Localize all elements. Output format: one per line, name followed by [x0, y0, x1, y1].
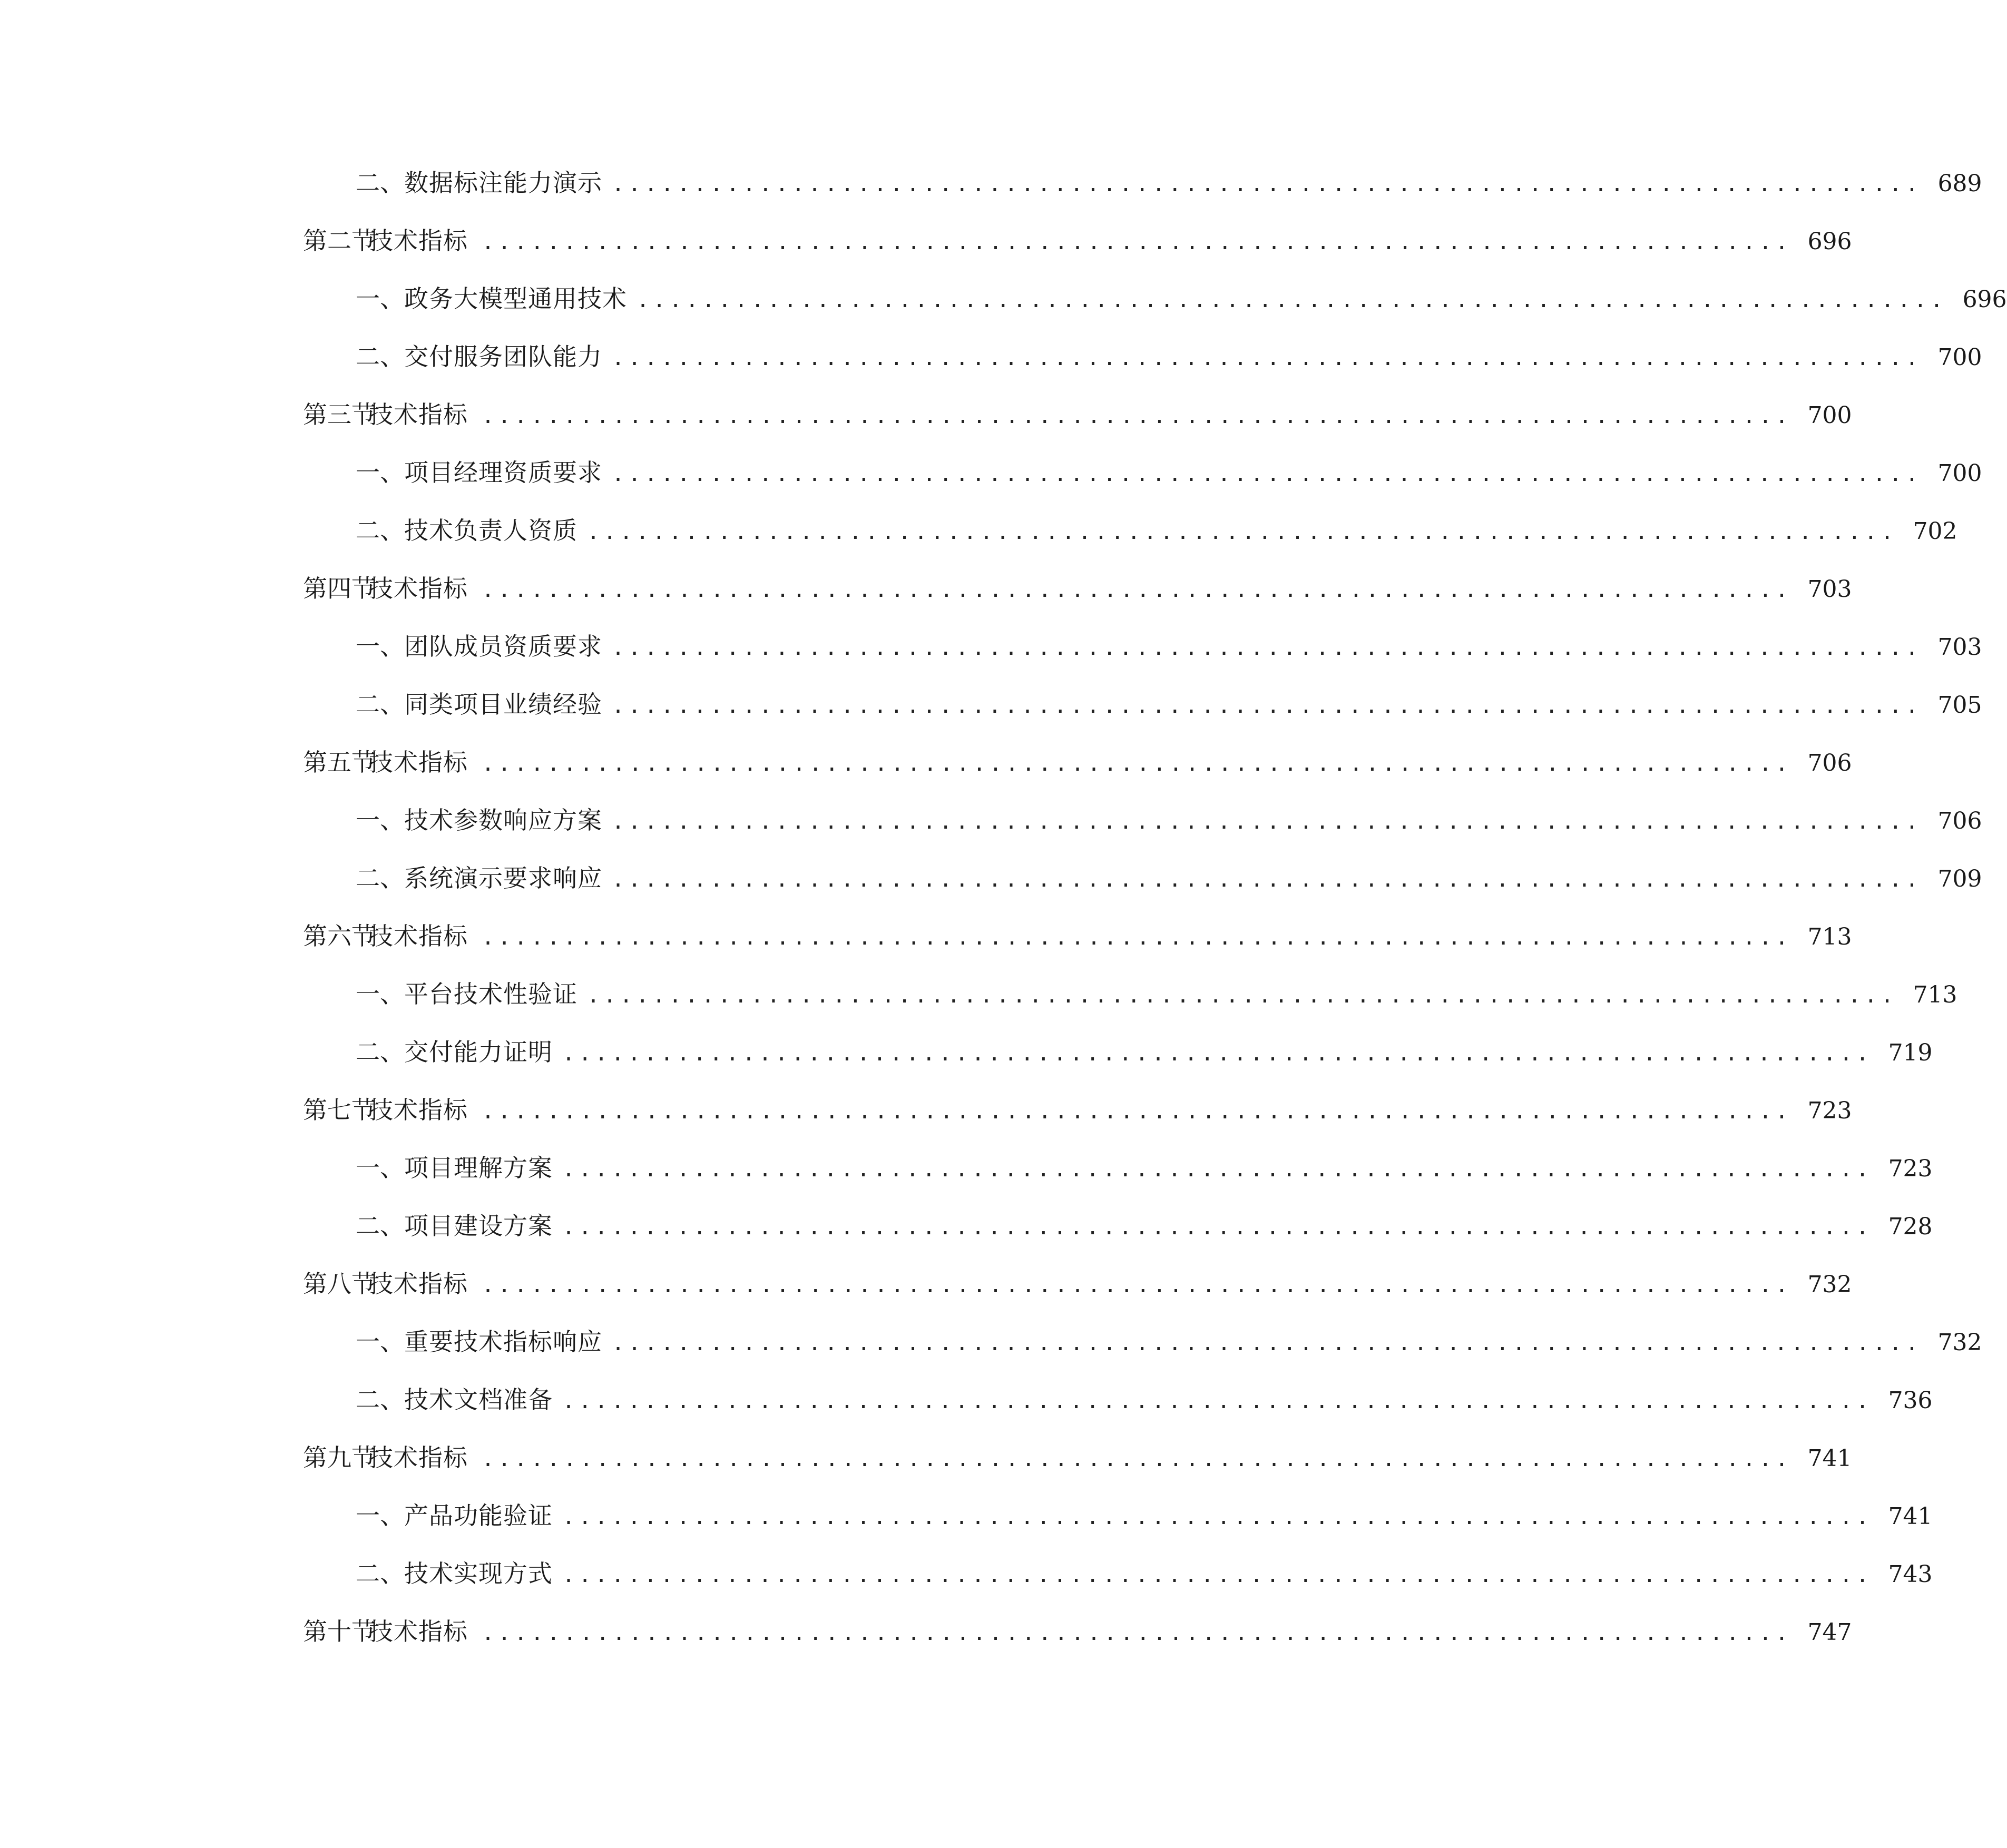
toc-entry[interactable]	[356, 1495, 1933, 1537]
toc-entry-number: 第九节	[303, 1443, 376, 1472]
toc-entry[interactable]	[356, 1147, 1933, 1189]
toc-entry[interactable]	[356, 857, 1982, 899]
toc-page-number: 706	[1937, 808, 1982, 834]
toc-dot-leader: ................................................................................	[482, 1621, 1792, 1645]
toc-entry-number: 一、	[356, 1154, 404, 1182]
toc-page-number: 696	[1807, 228, 1852, 255]
toc-dot-leader: ................................................................................	[612, 810, 1922, 834]
toc-entry[interactable]	[303, 741, 1852, 783]
toc-entry-number: 二、	[356, 342, 404, 371]
toc-entry-number: 一、	[356, 1501, 404, 1530]
toc-page-number: 702	[1913, 518, 1957, 545]
toc-entry-number: 二、	[356, 690, 404, 719]
toc-dot-leader: ................................................................................	[562, 1041, 1873, 1066]
toc-dot-leader: ................................................................................	[637, 288, 1947, 312]
toc-entry-number: 一、	[356, 284, 404, 313]
toc-entry-number: 二、	[356, 864, 404, 892]
toc-dot-leader: ................................................................................	[562, 1563, 1873, 1587]
toc-entry[interactable]	[356, 799, 1982, 841]
toc-entry-number: 二、	[356, 1212, 404, 1240]
toc-page-number: 728	[1888, 1213, 1933, 1240]
toc-dot-leader: ................................................................................	[587, 984, 1897, 1008]
toc-entry[interactable]	[303, 1610, 1852, 1653]
toc-entry-title: 技术指标	[369, 1443, 468, 1472]
toc-entry-number: 二、	[356, 516, 404, 545]
toc-page-number: 696	[1962, 286, 2007, 313]
toc-entry-title: 技术指标	[369, 400, 468, 429]
toc-entry-title: 重要技术指标响应	[404, 1328, 602, 1356]
toc-dot-leader: ................................................................................	[612, 636, 1922, 660]
toc-entry-title: 技术文档准备	[404, 1385, 553, 1414]
toc-dot-leader: ................................................................................	[562, 1157, 1873, 1182]
toc-entry-title: 技术指标	[369, 574, 468, 603]
toc-entry-title: 系统演示要求响应	[404, 864, 602, 892]
toc-page-number: 700	[1937, 460, 1982, 487]
toc-entry-number: 第七节	[303, 1096, 376, 1124]
toc-entry-title: 项目理解方案	[404, 1154, 553, 1182]
toc-page-number: 741	[1888, 1503, 1933, 1530]
toc-entry[interactable]	[303, 1263, 1852, 1305]
toc-entry-number: 二、	[356, 1385, 404, 1414]
toc-page-number: 736	[1888, 1387, 1933, 1414]
toc-entry-title: 技术指标	[369, 1270, 468, 1298]
toc-page-number: 703	[1807, 576, 1852, 603]
toc-dot-leader: ................................................................................	[482, 578, 1792, 602]
toc-dot-leader: ................................................................................	[482, 1273, 1792, 1297]
toc-dot-leader: ................................................................................	[612, 868, 1922, 892]
toc-entry[interactable]	[356, 451, 1982, 494]
toc-entry-title: 政务大模型通用技术	[404, 284, 627, 313]
toc-entry[interactable]	[356, 162, 1982, 204]
toc-page-number: 705	[1937, 692, 1982, 719]
toc-entry-number: 一、	[356, 1328, 404, 1356]
toc-entry-title: 技术指标	[369, 922, 468, 950]
toc-page-number: 723	[1807, 1097, 1852, 1124]
toc-entry-number: 二、	[356, 1559, 404, 1588]
toc-entry-title: 技术指标	[369, 1096, 468, 1124]
toc-page-number: 747	[1807, 1619, 1852, 1646]
toc-entry-title: 技术指标	[369, 227, 468, 255]
toc-entry[interactable]	[303, 915, 1852, 957]
toc-entry[interactable]	[356, 1321, 1982, 1363]
toc-entry-title: 团队成员资质要求	[404, 632, 602, 661]
toc-entry-number: 第三节	[303, 400, 376, 429]
toc-page-number: 689	[1937, 170, 1982, 197]
toc-entry-title: 交付服务团队能力	[404, 342, 602, 371]
toc-entry-number: 第五节	[303, 748, 376, 776]
toc-entry-number: 第八节	[303, 1270, 376, 1298]
toc-dot-leader: ................................................................................	[612, 346, 1922, 370]
toc-entry-title: 技术指标	[369, 748, 468, 776]
toc-entry[interactable]	[356, 1205, 1933, 1247]
toc-dot-leader: ................................................................................	[587, 520, 1897, 544]
toc-entry[interactable]	[356, 683, 1982, 725]
toc-page-number: 703	[1937, 634, 1982, 661]
toc-entry-title: 技术参数响应方案	[404, 806, 602, 834]
toc-page-number: 713	[1807, 923, 1852, 950]
toc-dot-leader: ................................................................................	[482, 230, 1792, 254]
toc-page-number: 723	[1888, 1155, 1933, 1182]
toc-page-number: 732	[1937, 1329, 1982, 1356]
toc-entry[interactable]	[303, 394, 1852, 436]
toc-entry-title: 产品功能验证	[404, 1501, 553, 1530]
toc-dot-leader: ................................................................................	[612, 694, 1922, 718]
toc-entry[interactable]	[356, 278, 2007, 320]
toc-page-number: 743	[1888, 1561, 1933, 1588]
toc-entry[interactable]	[356, 1379, 1933, 1421]
toc-entry[interactable]	[303, 220, 1852, 262]
toc-dot-leader: ................................................................................	[482, 1099, 1792, 1124]
toc-dot-leader: ................................................................................	[612, 1331, 1922, 1355]
toc-entry-title: 技术负责人资质	[404, 516, 577, 545]
toc-page-number: 732	[1807, 1271, 1852, 1298]
toc-entry[interactable]	[356, 625, 1982, 667]
toc-entry-title: 项目建设方案	[404, 1212, 553, 1240]
toc-entry-number: 第六节	[303, 922, 376, 950]
toc-entry-title: 项目经理资质要求	[404, 458, 602, 487]
toc-dot-leader: ................................................................................	[612, 172, 1922, 196]
toc-entry-title: 平台技术性验证	[404, 980, 577, 1008]
toc-entry-number: 一、	[356, 980, 404, 1008]
toc-dot-leader: ................................................................................	[612, 462, 1922, 486]
toc-entry-number: 第四节	[303, 574, 376, 603]
toc-dot-leader: ................................................................................	[482, 752, 1792, 776]
toc-entry-title: 同类项目业绩经验	[404, 690, 602, 719]
toc-dot-leader: ................................................................................	[562, 1389, 1873, 1413]
toc-page-number: 706	[1807, 750, 1852, 776]
toc-dot-leader: ................................................................................	[482, 404, 1792, 428]
toc-entry[interactable]	[303, 567, 1852, 610]
toc-entry-title: 交付能力证明	[404, 1038, 553, 1066]
toc-entry-number: 一、	[356, 632, 404, 661]
toc-entry[interactable]	[356, 973, 1957, 1015]
toc-page-number: 709	[1937, 866, 1982, 892]
toc-dot-leader: ................................................................................	[482, 926, 1792, 950]
toc-dot-leader: ................................................................................	[482, 1447, 1792, 1471]
toc-entry-number: 一、	[356, 458, 404, 487]
toc-entry-number: 一、	[356, 806, 404, 834]
toc-entry[interactable]	[303, 1437, 1852, 1479]
toc-dot-leader: ................................................................................	[562, 1215, 1873, 1240]
toc-entry[interactable]	[356, 509, 1957, 552]
toc-entry-number: 二、	[356, 169, 404, 197]
toc-entry[interactable]	[356, 1552, 1933, 1595]
toc-page-number: 700	[1937, 344, 1982, 371]
toc-page-number: 700	[1807, 402, 1852, 429]
toc-entry[interactable]	[356, 336, 1982, 378]
toc-entry-number: 第二节	[303, 227, 376, 255]
toc-page-number: 741	[1807, 1445, 1852, 1472]
toc-entry-number: 二、	[356, 1038, 404, 1066]
toc-page-number: 719	[1888, 1039, 1933, 1066]
toc-page-number: 713	[1913, 981, 1957, 1008]
toc-entry-title: 数据标注能力演示	[404, 169, 602, 197]
toc-entry-title: 技术实现方式	[404, 1559, 553, 1588]
toc-entry[interactable]	[303, 1089, 1852, 1131]
toc-entry[interactable]	[356, 1031, 1933, 1073]
toc-entry-number: 第十节	[303, 1617, 376, 1646]
toc-dot-leader: ................................................................................	[562, 1505, 1873, 1529]
toc-entry-title: 技术指标	[369, 1617, 468, 1646]
